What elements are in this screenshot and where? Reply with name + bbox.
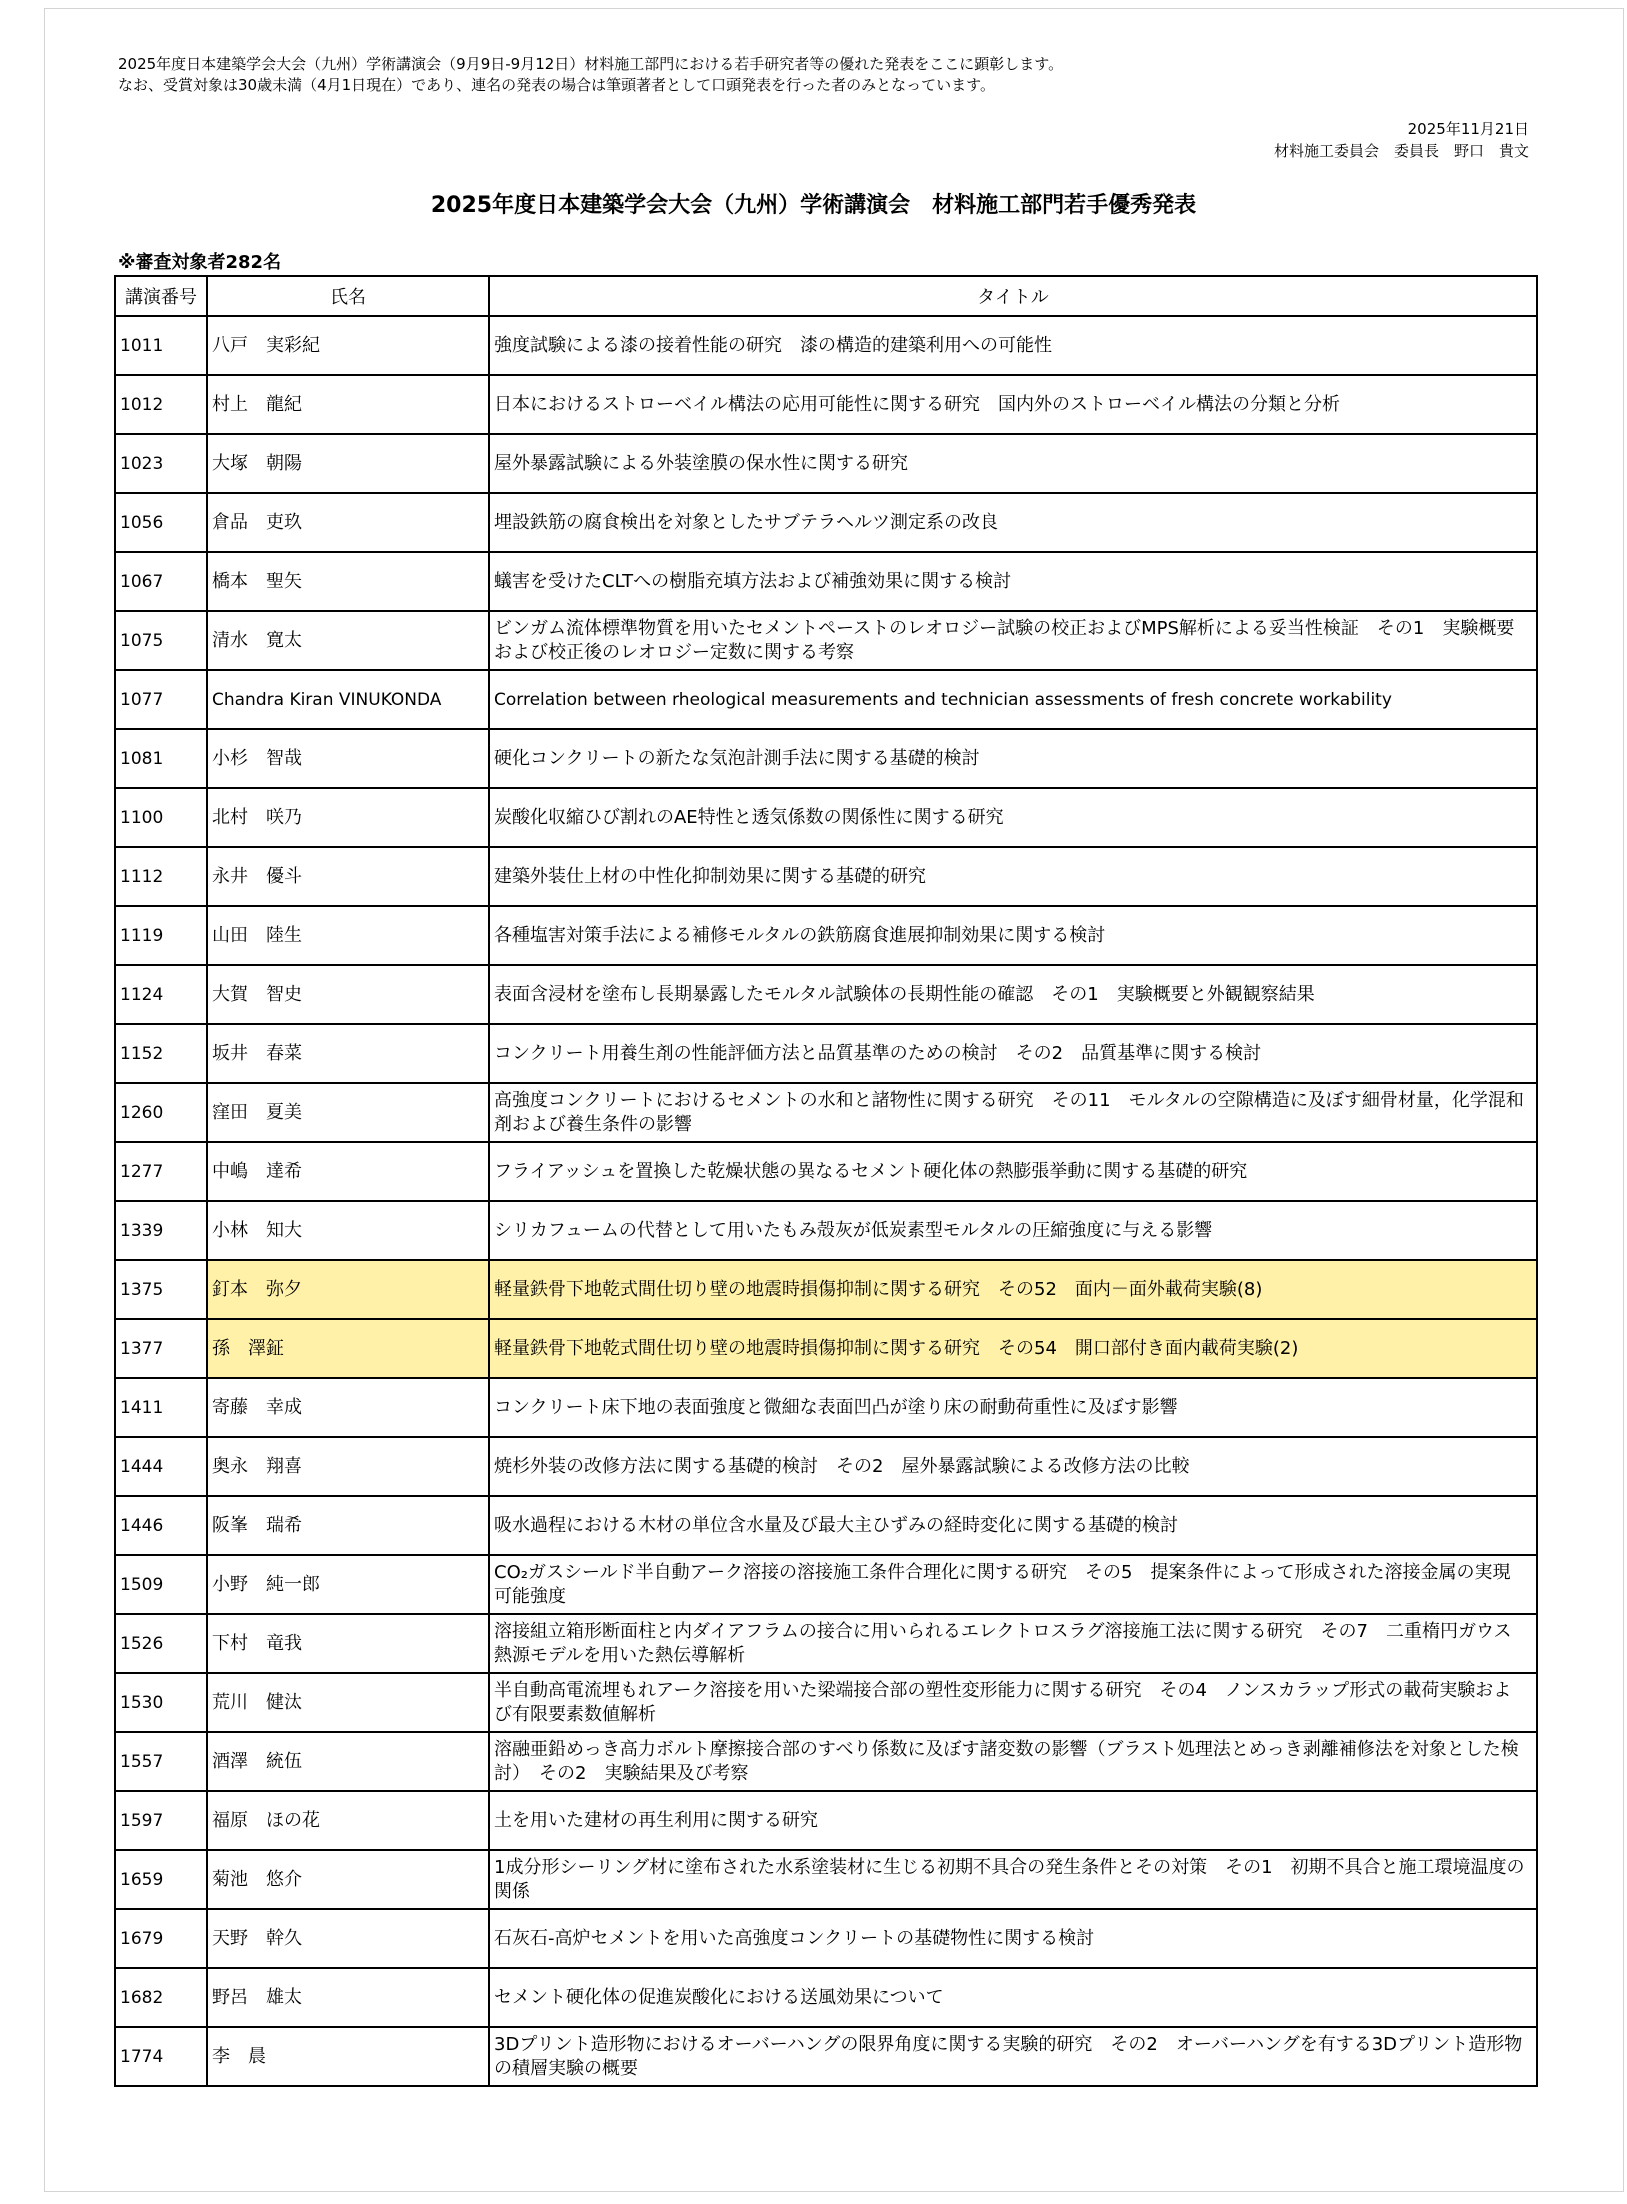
presentation-number-cell: 1260 <box>115 1083 207 1142</box>
presentation-title-cell: 焼杉外装の改修方法に関する基礎的検討 その2 屋外暴露試験による改修方法の比較 <box>489 1437 1537 1496</box>
presentation-number-cell: 1077 <box>115 670 207 729</box>
presenter-name-cell: 八戸 実彩紀 <box>207 316 489 375</box>
issuer-name: 材料施工委員会 委員長 野口 貴文 <box>1273 142 1529 160</box>
presentation-title-cell: 吸水過程における木材の単位含水量及び最大主ひずみの経時変化に関する基礎的検討 <box>489 1496 1537 1555</box>
presenter-name-cell: 窪田 夏美 <box>207 1083 489 1142</box>
table-row <box>115 1850 1537 1909</box>
presentation-number-cell: 1557 <box>115 1732 207 1791</box>
presentation-title-cell: 高強度コンクリートにおけるセメントの水和と諸物性に関する研究 その11 モルタルの空隙構造に及ぼす細骨材量，化学混和剤および養生条件の影響 <box>489 1083 1537 1142</box>
table-row <box>115 316 1537 375</box>
table-row <box>115 1437 1537 1496</box>
presentation-title-cell: 硬化コンクリートの新たな気泡計測手法に関する基礎的検討 <box>489 729 1537 788</box>
table-row <box>115 965 1537 1024</box>
presentation-number-cell: 1012 <box>115 375 207 434</box>
table-row <box>115 1260 1537 1319</box>
intro-line-2: なお、受賞対象は30歳未満（4月1日現在）であり、連名の発表の場合は筆頭著者として口頭発表を行った者のみとなっています。 <box>118 76 995 94</box>
table-row <box>115 1142 1537 1201</box>
presenter-name-cell: 奥永 翔喜 <box>207 1437 489 1496</box>
presentation-title-cell: 強度試験による漆の接着性能の研究 漆の構造的建築利用への可能性 <box>489 316 1537 375</box>
presentation-number-cell: 1446 <box>115 1496 207 1555</box>
presentation-number-cell: 1277 <box>115 1142 207 1201</box>
presentation-title-cell: 1成分形シーリング材に塗布された水系塗装材に生じる初期不具合の発生条件とその対策 その1 初期不具合と施工環境温度の関係 <box>489 1850 1537 1909</box>
presenter-name-cell: 小林 知大 <box>207 1201 489 1260</box>
issue-block <box>1274 118 1529 162</box>
presentation-title-cell: 炭酸化収縮ひび割れのAE特性と透気係数の関係性に関する研究 <box>489 788 1537 847</box>
presentation-number-cell: 1023 <box>115 434 207 493</box>
presenter-name-cell: 小野 純一郎 <box>207 1555 489 1614</box>
presentation-number-cell: 1100 <box>115 788 207 847</box>
table-row <box>115 1909 1537 1968</box>
presentation-title-cell: 溶融亜鉛めっき高力ボルト摩擦接合部のすべり係数に及ぼす諸変数の影響（ブラスト処理法とめっき剥離補修法を対象とした検討） その2 実験結果及び考察 <box>489 1732 1537 1791</box>
presentation-title-cell: 屋外暴露試験による外装塗膜の保水性に関する研究 <box>489 434 1537 493</box>
issue-date: 2025年11月21日 <box>1407 120 1529 138</box>
table-row <box>115 1555 1537 1614</box>
presenter-name-cell: 福原 ほの花 <box>207 1791 489 1850</box>
table-row <box>115 1319 1537 1378</box>
presentation-title-cell: 埋設鉄筋の腐食検出を対象としたサブテラヘルツ測定系の改良 <box>489 493 1537 552</box>
presentation-number-cell: 1444 <box>115 1437 207 1496</box>
table-row <box>115 1378 1537 1437</box>
presenter-name-cell: 下村 竜我 <box>207 1614 489 1673</box>
presentation-number-cell: 1377 <box>115 1319 207 1378</box>
presenter-name-cell: 荒川 健汰 <box>207 1673 489 1732</box>
presenter-name-cell: 橋本 聖矢 <box>207 552 489 611</box>
presentation-title-cell: ビンガム流体標準物質を用いたセメントペーストのレオロジー試験の校正およびMPS解析による妥当性検証 その1 実験概要および校正後のレオロジー定数に関する考察 <box>489 611 1537 670</box>
presentation-number-cell: 1597 <box>115 1791 207 1850</box>
presentation-title-cell: 3Dプリント造形物におけるオーバーハングの限界角度に関する実験的研究 その2 オーバーハングを有する3Dプリント造形物の積層実験の概要 <box>489 2027 1537 2086</box>
presenter-name-cell: 永井 優斗 <box>207 847 489 906</box>
presenter-name-cell: 天野 幹久 <box>207 1909 489 1968</box>
presenter-name-cell: 小杉 智哉 <box>207 729 489 788</box>
presentation-title-cell: 半自動高電流埋もれアーク溶接を用いた梁端接合部の塑性変形能力に関する研究 その4 ノンスカラップ形式の載荷実験および有限要素数値解析 <box>489 1673 1537 1732</box>
table-row <box>115 1201 1537 1260</box>
table-row <box>115 1083 1537 1142</box>
presentation-number-cell: 1011 <box>115 316 207 375</box>
presenter-name-cell: Chandra Kiran VINUKONDA <box>207 670 489 729</box>
presentation-number-cell: 1659 <box>115 1850 207 1909</box>
table-row <box>115 434 1537 493</box>
table-row <box>115 1968 1537 2027</box>
presentation-number-cell: 1119 <box>115 906 207 965</box>
presenter-name-cell: 孫 澤鉦 <box>207 1319 489 1378</box>
presenter-name-cell: 村上 龍紀 <box>207 375 489 434</box>
presentation-number-cell: 1339 <box>115 1201 207 1260</box>
column-header-name: 氏名 <box>207 276 489 316</box>
table-row <box>115 670 1537 729</box>
presenter-name-cell: 大賀 智史 <box>207 965 489 1024</box>
table-row <box>115 729 1537 788</box>
presenter-name-cell: 坂井 春菜 <box>207 1024 489 1083</box>
presenter-name-cell: 清水 寛太 <box>207 611 489 670</box>
presentation-number-cell: 1124 <box>115 965 207 1024</box>
presentation-title-cell: CO₂ガスシールド半自動アーク溶接の溶接施工条件合理化に関する研究 その5 提案条件によって形成された溶接金属の実現可能強度 <box>489 1555 1537 1614</box>
intro-line-1: 2025年度日本建築学会大会（九州）学術講演会（9月9日-9月12日）材料施工部門における若手研究者等の優れた発表をここに顕彰します。 <box>118 55 1064 73</box>
table-row <box>115 1496 1537 1555</box>
table-body <box>115 316 1537 2086</box>
presentation-number-cell: 1067 <box>115 552 207 611</box>
table-row <box>115 2027 1537 2086</box>
presentation-number-cell: 1411 <box>115 1378 207 1437</box>
table-row <box>115 1614 1537 1673</box>
presentation-title-cell: フライアッシュを置換した乾燥状態の異なるセメント硬化体の熱膨張挙動に関する基礎的研究 <box>489 1142 1537 1201</box>
awards-table <box>114 275 1538 2087</box>
presentation-title-cell: 表面含浸材を塗布し長期暴露したモルタル試験体の長期性能の確認 その1 実験概要と外観観察結果 <box>489 965 1537 1024</box>
presentation-number-cell: 1682 <box>115 1968 207 2027</box>
presenter-name-cell: 寄藤 幸成 <box>207 1378 489 1437</box>
presenter-name-cell: 野呂 雄太 <box>207 1968 489 2027</box>
presenter-name-cell: 釘本 弥夕 <box>207 1260 489 1319</box>
presentation-title-cell: セメント硬化体の促進炭酸化における送風効果について <box>489 1968 1537 2027</box>
presentation-title-cell: 軽量鉄骨下地乾式間仕切り壁の地震時損傷抑制に関する研究 その52 面内－面外載荷実験(8) <box>489 1260 1537 1319</box>
table-row <box>115 611 1537 670</box>
page-title: 2025年度日本建築学会大会（九州）学術講演会 材料施工部門若手優秀発表 <box>430 193 1197 218</box>
table-row <box>115 1673 1537 1732</box>
presentation-title-cell: コンクリート床下地の表面強度と微細な表面凹凸が塗り床の耐動荷重性に及ぼす影響 <box>489 1378 1537 1437</box>
column-header-number: 講演番号 <box>115 276 207 316</box>
presentation-number-cell: 1526 <box>115 1614 207 1673</box>
presentation-title-cell: シリカフュームの代替として用いたもみ殻灰が低炭素型モルタルの圧縮強度に与える影響 <box>489 1201 1537 1260</box>
presenter-name-cell: 中嶋 達希 <box>207 1142 489 1201</box>
presentation-title-cell: 溶接組立箱形断面柱と内ダイアフラムの接合に用いられるエレクトロスラグ溶接施工法に関する研究 その7 二重楕円ガウス熱源モデルを用いた熱伝導解析 <box>489 1614 1537 1673</box>
presentation-title-cell: 日本におけるストローベイル構法の応用可能性に関する研究 国内外のストローベイル構法の分類と分析 <box>489 375 1537 434</box>
table-row <box>115 493 1537 552</box>
table-row <box>115 847 1537 906</box>
intro-text <box>118 54 1538 96</box>
presenter-name-cell: 菊池 悠介 <box>207 1850 489 1909</box>
table-header-row <box>115 276 1537 316</box>
column-header-title: タイトル <box>489 276 1537 316</box>
presentation-number-cell: 1112 <box>115 847 207 906</box>
table-row <box>115 375 1537 434</box>
presentation-title-cell: 軽量鉄骨下地乾式間仕切り壁の地震時損傷抑制に関する研究 その54 開口部付き面内載荷実験(2) <box>489 1319 1537 1378</box>
table-row <box>115 1732 1537 1791</box>
presentation-number-cell: 1075 <box>115 611 207 670</box>
presenter-name-cell: 阪峯 瑞希 <box>207 1496 489 1555</box>
presenter-name-cell: 李 晨 <box>207 2027 489 2086</box>
presentation-title-cell: 蟻害を受けたCLTへの樹脂充填方法および補強効果に関する検討 <box>489 552 1537 611</box>
presenter-name-cell: 倉品 吏玖 <box>207 493 489 552</box>
presenter-name-cell: 酒澤 統伍 <box>207 1732 489 1791</box>
presentation-number-cell: 1774 <box>115 2027 207 2086</box>
table-row <box>115 552 1537 611</box>
presentation-title-cell: 土を用いた建材の再生利用に関する研究 <box>489 1791 1537 1850</box>
table-row <box>115 906 1537 965</box>
presentation-title-cell: 各種塩害対策手法による補修モルタルの鉄筋腐食進展抑制効果に関する検討 <box>489 906 1537 965</box>
presentation-number-cell: 1152 <box>115 1024 207 1083</box>
presentation-title-cell: Correlation between rheological measurements and technician assessments of fresh concrete workability <box>489 670 1537 729</box>
presentation-number-cell: 1056 <box>115 493 207 552</box>
table-row <box>115 1024 1537 1083</box>
presentation-number-cell: 1081 <box>115 729 207 788</box>
presentation-title-cell: コンクリート用養生剤の性能評価方法と品質基準のための検討 その2 品質基準に関する検討 <box>489 1024 1537 1083</box>
presentation-title-cell: 建築外装仕上材の中性化抑制効果に関する基礎的研究 <box>489 847 1537 906</box>
presentation-number-cell: 1679 <box>115 1909 207 1968</box>
presentation-number-cell: 1509 <box>115 1555 207 1614</box>
presentation-title-cell: 石灰石-高炉セメントを用いた高強度コンクリートの基礎物性に関する検討 <box>489 1909 1537 1968</box>
reviewed-count-note: ※審査対象者282名 <box>118 252 282 273</box>
presentation-number-cell: 1375 <box>115 1260 207 1319</box>
table-row <box>115 788 1537 847</box>
presentation-number-cell: 1530 <box>115 1673 207 1732</box>
presenter-name-cell: 北村 咲乃 <box>207 788 489 847</box>
table-row <box>115 1791 1537 1850</box>
presenter-name-cell: 山田 陸生 <box>207 906 489 965</box>
presenter-name-cell: 大塚 朝陽 <box>207 434 489 493</box>
